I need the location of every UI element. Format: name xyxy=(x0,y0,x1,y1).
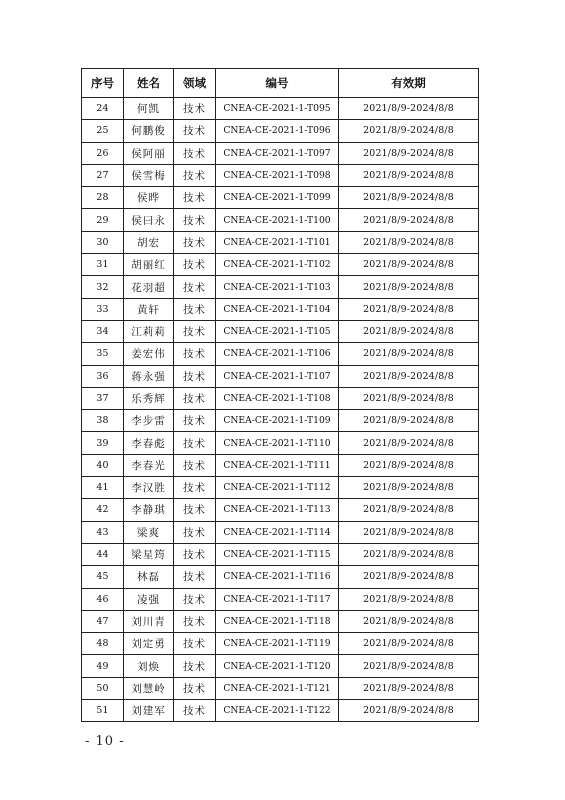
header-name: 姓名 xyxy=(124,69,174,98)
table-row xyxy=(82,343,479,365)
cell-valid: 2021/8/9-2024/8/8 xyxy=(339,320,479,342)
cell-field: 技术 xyxy=(174,655,216,677)
table-row xyxy=(82,231,479,253)
table-row xyxy=(82,387,479,409)
cell-code: CNEA-CE-2021-1-T110 xyxy=(216,432,339,454)
cell-field: 技术 xyxy=(174,365,216,387)
cell-seq: 28 xyxy=(82,187,124,209)
cell-seq: 38 xyxy=(82,410,124,432)
cell-valid: 2021/8/9-2024/8/8 xyxy=(339,677,479,699)
table-header xyxy=(82,69,479,98)
cell-valid: 2021/8/9-2024/8/8 xyxy=(339,700,479,722)
cell-name: 刘焕 xyxy=(124,655,174,677)
cell-field: 技术 xyxy=(174,499,216,521)
cell-valid: 2021/8/9-2024/8/8 xyxy=(339,120,479,142)
cell-code: CNEA-CE-2021-1-T095 xyxy=(216,98,339,120)
cell-code: CNEA-CE-2021-1-T105 xyxy=(216,320,339,342)
table-row xyxy=(82,187,479,209)
cell-code: CNEA-CE-2021-1-T116 xyxy=(216,566,339,588)
cell-field: 技术 xyxy=(174,276,216,298)
cell-code: CNEA-CE-2021-1-T120 xyxy=(216,655,339,677)
cell-seq: 47 xyxy=(82,610,124,632)
cell-field: 技术 xyxy=(174,98,216,120)
cell-name: 梁星筠 xyxy=(124,543,174,565)
cell-name: 姜宏伟 xyxy=(124,343,174,365)
table-row xyxy=(82,276,479,298)
cell-seq: 42 xyxy=(82,499,124,521)
cell-field: 技术 xyxy=(174,588,216,610)
table-row xyxy=(82,588,479,610)
cell-seq: 27 xyxy=(82,164,124,186)
cell-valid: 2021/8/9-2024/8/8 xyxy=(339,298,479,320)
cell-seq: 24 xyxy=(82,98,124,120)
cell-valid: 2021/8/9-2024/8/8 xyxy=(339,410,479,432)
cell-valid: 2021/8/9-2024/8/8 xyxy=(339,499,479,521)
cell-valid: 2021/8/9-2024/8/8 xyxy=(339,387,479,409)
cell-name: 李静琪 xyxy=(124,499,174,521)
cell-field: 技术 xyxy=(174,187,216,209)
cell-field: 技术 xyxy=(174,432,216,454)
cell-name: 侯阿丽 xyxy=(124,142,174,164)
table-row xyxy=(82,499,479,521)
cell-code: CNEA-CE-2021-1-T121 xyxy=(216,677,339,699)
table-body xyxy=(82,98,479,722)
table-row xyxy=(82,610,479,632)
cell-seq: 41 xyxy=(82,477,124,499)
cell-seq: 36 xyxy=(82,365,124,387)
header-field: 领域 xyxy=(174,69,216,98)
cell-valid: 2021/8/9-2024/8/8 xyxy=(339,477,479,499)
cell-code: CNEA-CE-2021-1-T111 xyxy=(216,454,339,476)
certificate-table xyxy=(81,68,479,722)
cell-valid: 2021/8/9-2024/8/8 xyxy=(339,432,479,454)
cell-name: 侯雪梅 xyxy=(124,164,174,186)
cell-code: CNEA-CE-2021-1-T108 xyxy=(216,387,339,409)
table-row xyxy=(82,365,479,387)
cell-valid: 2021/8/9-2024/8/8 xyxy=(339,254,479,276)
cell-field: 技术 xyxy=(174,320,216,342)
cell-valid: 2021/8/9-2024/8/8 xyxy=(339,543,479,565)
table-row xyxy=(82,164,479,186)
cell-field: 技术 xyxy=(174,454,216,476)
table-row xyxy=(82,655,479,677)
cell-field: 技术 xyxy=(174,700,216,722)
cell-code: CNEA-CE-2021-1-T102 xyxy=(216,254,339,276)
cell-seq: 40 xyxy=(82,454,124,476)
cell-code: CNEA-CE-2021-1-T117 xyxy=(216,588,339,610)
cell-code: CNEA-CE-2021-1-T107 xyxy=(216,365,339,387)
cell-valid: 2021/8/9-2024/8/8 xyxy=(339,655,479,677)
table-row xyxy=(82,677,479,699)
cell-seq: 30 xyxy=(82,231,124,253)
header-code: 编号 xyxy=(216,69,339,98)
table-row xyxy=(82,298,479,320)
table-row xyxy=(82,120,479,142)
cell-field: 技术 xyxy=(174,209,216,231)
cell-field: 技术 xyxy=(174,387,216,409)
cell-valid: 2021/8/9-2024/8/8 xyxy=(339,276,479,298)
cell-seq: 33 xyxy=(82,298,124,320)
cell-seq: 25 xyxy=(82,120,124,142)
cell-code: CNEA-CE-2021-1-T114 xyxy=(216,521,339,543)
cell-name: 刘慧岭 xyxy=(124,677,174,699)
cell-name: 胡宏 xyxy=(124,231,174,253)
cell-valid: 2021/8/9-2024/8/8 xyxy=(339,588,479,610)
cell-seq: 31 xyxy=(82,254,124,276)
cell-code: CNEA-CE-2021-1-T119 xyxy=(216,633,339,655)
cell-seq: 44 xyxy=(82,543,124,565)
table-row xyxy=(82,633,479,655)
table-row xyxy=(82,477,479,499)
cell-seq: 37 xyxy=(82,387,124,409)
cell-seq: 45 xyxy=(82,566,124,588)
table-row xyxy=(82,432,479,454)
table-row xyxy=(82,142,479,164)
cell-field: 技术 xyxy=(174,633,216,655)
table-row xyxy=(82,700,479,722)
cell-field: 技术 xyxy=(174,164,216,186)
cell-code: CNEA-CE-2021-1-T106 xyxy=(216,343,339,365)
cell-name: 乐秀辉 xyxy=(124,387,174,409)
cell-valid: 2021/8/9-2024/8/8 xyxy=(339,98,479,120)
table-row xyxy=(82,543,479,565)
table-row xyxy=(82,209,479,231)
cell-valid: 2021/8/9-2024/8/8 xyxy=(339,610,479,632)
header-valid: 有效期 xyxy=(339,69,479,98)
cell-name: 何鹏俊 xyxy=(124,120,174,142)
cell-field: 技术 xyxy=(174,120,216,142)
cell-code: CNEA-CE-2021-1-T113 xyxy=(216,499,339,521)
cell-name: 凌强 xyxy=(124,588,174,610)
cell-seq: 46 xyxy=(82,588,124,610)
cell-valid: 2021/8/9-2024/8/8 xyxy=(339,566,479,588)
table-row xyxy=(82,320,479,342)
table-row xyxy=(82,566,479,588)
cell-code: CNEA-CE-2021-1-T101 xyxy=(216,231,339,253)
cell-seq: 39 xyxy=(82,432,124,454)
table-row xyxy=(82,98,479,120)
cell-code: CNEA-CE-2021-1-T097 xyxy=(216,142,339,164)
table-row xyxy=(82,521,479,543)
cell-name: 蒋永强 xyxy=(124,365,174,387)
cell-name: 刘定勇 xyxy=(124,633,174,655)
cell-seq: 32 xyxy=(82,276,124,298)
cell-seq: 29 xyxy=(82,209,124,231)
cell-name: 胡丽红 xyxy=(124,254,174,276)
cell-name: 李春光 xyxy=(124,454,174,476)
table-row xyxy=(82,410,479,432)
cell-seq: 51 xyxy=(82,700,124,722)
cell-name: 李汉胜 xyxy=(124,477,174,499)
cell-valid: 2021/8/9-2024/8/8 xyxy=(339,231,479,253)
cell-valid: 2021/8/9-2024/8/8 xyxy=(339,209,479,231)
cell-field: 技术 xyxy=(174,410,216,432)
cell-seq: 35 xyxy=(82,343,124,365)
cell-valid: 2021/8/9-2024/8/8 xyxy=(339,521,479,543)
cell-name: 李春彪 xyxy=(124,432,174,454)
cell-field: 技术 xyxy=(174,610,216,632)
cell-code: CNEA-CE-2021-1-T099 xyxy=(216,187,339,209)
cell-seq: 43 xyxy=(82,521,124,543)
cell-name: 李步雷 xyxy=(124,410,174,432)
cell-valid: 2021/8/9-2024/8/8 xyxy=(339,454,479,476)
cell-field: 技术 xyxy=(174,543,216,565)
cell-valid: 2021/8/9-2024/8/8 xyxy=(339,187,479,209)
cell-field: 技术 xyxy=(174,343,216,365)
cell-seq: 48 xyxy=(82,633,124,655)
cell-field: 技术 xyxy=(174,298,216,320)
cell-field: 技术 xyxy=(174,142,216,164)
cell-name: 黄轩 xyxy=(124,298,174,320)
cell-name: 刘川青 xyxy=(124,610,174,632)
cell-name: 江莉莉 xyxy=(124,320,174,342)
cell-field: 技术 xyxy=(174,477,216,499)
cell-name: 花羽超 xyxy=(124,276,174,298)
cell-code: CNEA-CE-2021-1-T109 xyxy=(216,410,339,432)
cell-code: CNEA-CE-2021-1-T098 xyxy=(216,164,339,186)
cell-field: 技术 xyxy=(174,677,216,699)
cell-valid: 2021/8/9-2024/8/8 xyxy=(339,343,479,365)
cell-name: 侯晔 xyxy=(124,187,174,209)
cell-code: CNEA-CE-2021-1-T104 xyxy=(216,298,339,320)
cell-field: 技术 xyxy=(174,566,216,588)
cell-name: 刘建军 xyxy=(124,700,174,722)
cell-seq: 49 xyxy=(82,655,124,677)
cell-valid: 2021/8/9-2024/8/8 xyxy=(339,164,479,186)
cell-seq: 34 xyxy=(82,320,124,342)
cell-valid: 2021/8/9-2024/8/8 xyxy=(339,142,479,164)
header-seq: 序号 xyxy=(82,69,124,98)
cell-seq: 26 xyxy=(82,142,124,164)
table-row xyxy=(82,454,479,476)
cell-field: 技术 xyxy=(174,521,216,543)
cell-name: 侯曰永 xyxy=(124,209,174,231)
cell-code: CNEA-CE-2021-1-T115 xyxy=(216,543,339,565)
table-row xyxy=(82,254,479,276)
cell-code: CNEA-CE-2021-1-T122 xyxy=(216,700,339,722)
cell-code: CNEA-CE-2021-1-T112 xyxy=(216,477,339,499)
cell-name: 林磊 xyxy=(124,566,174,588)
cell-code: CNEA-CE-2021-1-T118 xyxy=(216,610,339,632)
header-row xyxy=(82,69,479,98)
cell-seq: 50 xyxy=(82,677,124,699)
cell-code: CNEA-CE-2021-1-T103 xyxy=(216,276,339,298)
cell-valid: 2021/8/9-2024/8/8 xyxy=(339,633,479,655)
cell-field: 技术 xyxy=(174,254,216,276)
cell-field: 技术 xyxy=(174,231,216,253)
cell-name: 何凯 xyxy=(124,98,174,120)
cell-code: CNEA-CE-2021-1-T100 xyxy=(216,209,339,231)
cell-valid: 2021/8/9-2024/8/8 xyxy=(339,365,479,387)
cell-code: CNEA-CE-2021-1-T096 xyxy=(216,120,339,142)
cell-name: 梁爽 xyxy=(124,521,174,543)
page-number: - 10 - xyxy=(85,734,125,749)
